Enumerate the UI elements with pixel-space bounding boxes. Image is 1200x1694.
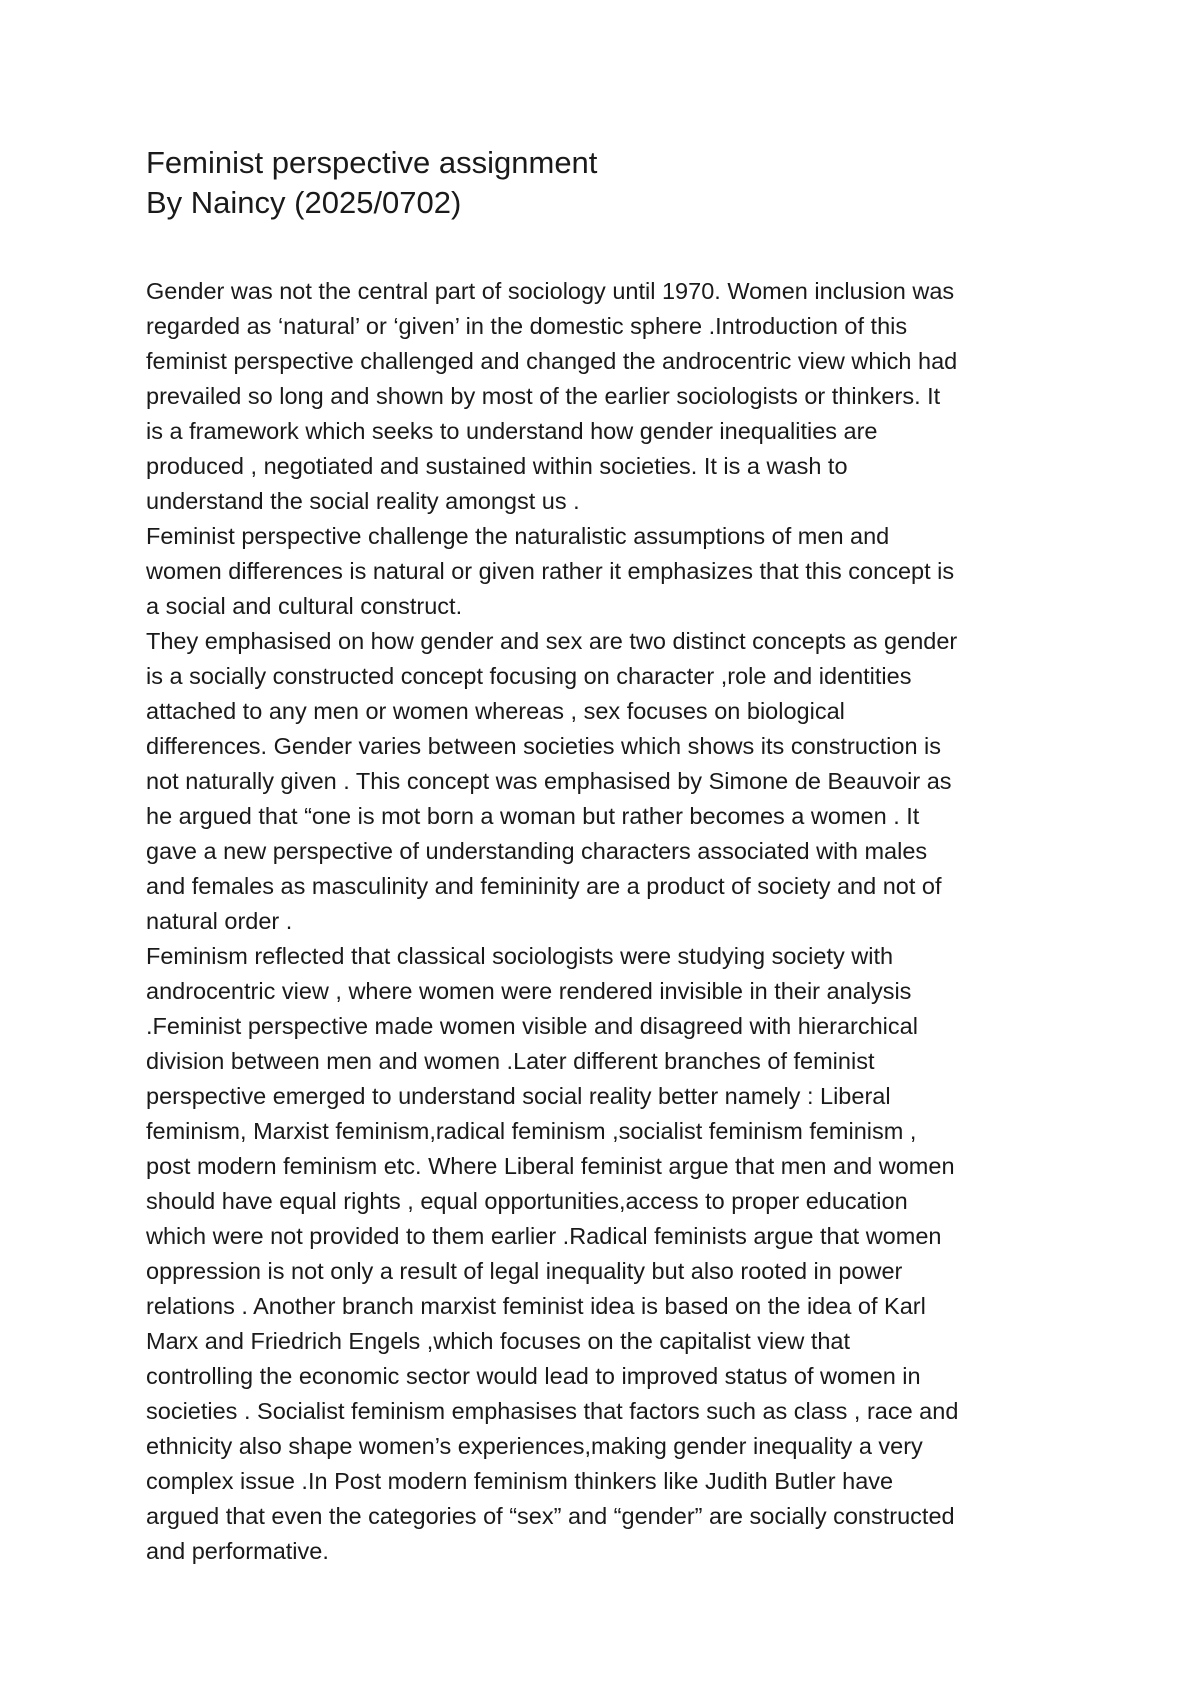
body-line: post modern feminism etc. Where Liberal feminist argue that men and women xyxy=(146,1153,955,1179)
body-line: not naturally given . This concept was emphasised by Simone de Beauvoir as xyxy=(146,768,952,794)
body-line: They emphasised on how gender and sex are two distinct concepts as gender xyxy=(146,628,958,654)
body-line: complex issue .In Post modern feminism thinkers like Judith Butler have xyxy=(146,1468,894,1494)
title-block xyxy=(146,143,1106,223)
body-line: attached to any men or women whereas , sex focuses on biological xyxy=(146,698,845,724)
document-author: By Naincy (2025/0702) xyxy=(146,185,462,220)
body-line: societies . Socialist feminism emphasises that factors such as class , race and xyxy=(146,1398,959,1424)
body-line: women differences is natural or given rather it emphasizes that this concept is xyxy=(146,558,955,584)
body-line: ethnicity also shape women’s experiences,making gender inequality a very xyxy=(146,1433,923,1459)
body-line: which were not provided to them earlier .Radical feminists argue that women xyxy=(146,1223,942,1249)
body-line: Marx and Friedrich Engels ,which focuses on the capitalist view that xyxy=(146,1328,851,1354)
document-body xyxy=(146,274,1086,1569)
body-line: and females as masculinity and femininity are a product of society and not of xyxy=(146,873,942,899)
body-line: gave a new perspective of understanding characters associated with males xyxy=(146,838,928,864)
body-line: perspective emerged to understand social reality better namely : Liberal xyxy=(146,1083,891,1109)
body-line: feminism, Marxist feminism,radical feminism ,socialist feminism feminism , xyxy=(146,1118,917,1144)
body-line: should have equal rights , equal opportunities,access to proper education xyxy=(146,1188,908,1214)
body-line: natural order . xyxy=(146,908,293,934)
body-line: .Feminist perspective made women visible and disagreed with hierarchical xyxy=(146,1013,918,1039)
body-line: is a framework which seeks to understand how gender inequalities are xyxy=(146,418,878,444)
body-line: controlling the economic sector would lead to improved status of women in xyxy=(146,1363,921,1389)
body-line: prevailed so long and shown by most of the earlier sociologists or thinkers. It xyxy=(146,383,941,409)
body-line: understand the social reality amongst us . xyxy=(146,488,580,514)
body-line: relations . Another branch marxist feminist idea is based on the idea of Karl xyxy=(146,1293,926,1319)
body-line: Gender was not the central part of sociology until 1970. Women inclusion was xyxy=(146,278,955,304)
body-line: a social and cultural construct. xyxy=(146,593,463,619)
body-line: division between men and women .Later different branches of feminist xyxy=(146,1048,875,1074)
body-line: androcentric view , where women were rendered invisible in their analysis xyxy=(146,978,912,1004)
body-line: feminist perspective challenged and changed the androcentric view which had xyxy=(146,348,958,374)
body-line: he argued that “one is mot born a woman but rather becomes a women . It xyxy=(146,803,920,829)
document-title: Feminist perspective assignment xyxy=(146,145,598,180)
body-line: oppression is not only a result of legal inequality but also rooted in power xyxy=(146,1258,903,1284)
body-line: Feminist perspective challenge the naturalistic assumptions of men and xyxy=(146,523,890,549)
body-line: Feminism reflected that classical sociologists were studying society with xyxy=(146,943,894,969)
body-line: is a socially constructed concept focusing on character ,role and identities xyxy=(146,663,912,689)
body-line: differences. Gender varies between societies which shows its construction is xyxy=(146,733,942,759)
body-line: argued that even the categories of “sex” and “gender” are socially constructed xyxy=(146,1503,955,1529)
body-line: produced , negotiated and sustained within societies. It is a wash to xyxy=(146,453,848,479)
body-line: regarded as ‘natural’ or ‘given’ in the domestic sphere .Introduction of this xyxy=(146,313,908,339)
body-line: and performative. xyxy=(146,1538,329,1564)
